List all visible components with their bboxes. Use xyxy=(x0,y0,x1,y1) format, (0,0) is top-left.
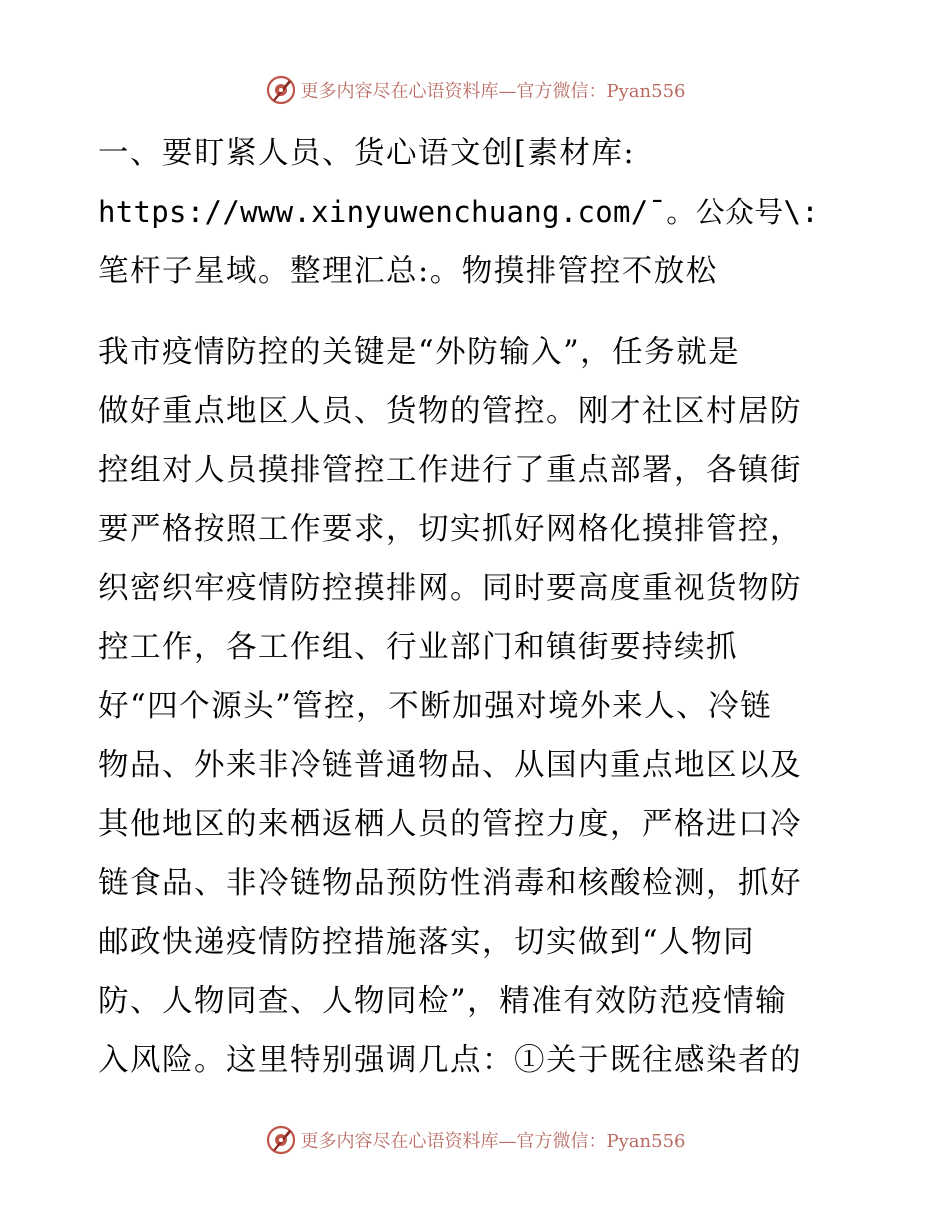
paragraph-line: 入风险。这里特别强调几点：①关于既往感染者的 xyxy=(98,1043,802,1078)
watermark-text: 更多内容尽在心语资料库—官方微信：Pyan556 xyxy=(300,1131,686,1152)
document-body xyxy=(98,124,858,1090)
paragraph-line: 其他地区的来栖返栖人员的管控力度，严格进口冷 xyxy=(98,807,802,842)
quill-logo-icon xyxy=(265,1124,297,1156)
heading-line-3: 笔杆子星域。整理汇总:。物摸排管控不放松 xyxy=(98,254,718,289)
heading-line-1: 一、要盯紧人员、货心语文创[素材库: xyxy=(98,136,636,171)
heading-line-2: https://www.xinyuwenchuang.com/¯。公众号\: xyxy=(98,195,820,229)
paragraph-line: 织密织牢疫情防控摸排网。同时要高度重视货物防 xyxy=(98,571,802,606)
paragraph-line: 邮政快递疫情防控措施落实，切实做到“人物同 xyxy=(98,925,756,960)
paragraph-line: 控工作，各工作组、行业部门和镇街要持续抓 xyxy=(98,630,738,665)
watermark-text: 更多内容尽在心语资料库—官方微信：Pyan556 xyxy=(300,81,686,102)
section-heading xyxy=(98,124,858,301)
paragraph xyxy=(98,323,858,1090)
paragraph-line: 做好重点地区人员、货物的管控。刚才社区村居防 xyxy=(98,394,802,429)
quill-logo-icon xyxy=(265,74,297,106)
watermark-header xyxy=(0,72,950,108)
paragraph-line: 防、人物同查、人物同检”，精准有效防范疫情输 xyxy=(98,984,788,1019)
paragraph-line: 我市疫情防控的关键是“外防输入”，任务就是 xyxy=(98,335,741,370)
paragraph-line: 控组对人员摸排管控工作进行了重点部署，各镇街 xyxy=(98,453,802,488)
watermark-footer xyxy=(0,1122,950,1158)
paragraph-line: 要严格按照工作要求，切实抓好网格化摸排管控， xyxy=(98,512,802,547)
paragraph-gap xyxy=(98,301,858,323)
paragraph-line: 链食品、非冷链物品预防性消毒和核酸检测，抓好 xyxy=(98,866,802,901)
paragraph-line: 物品、外来非冷链普通物品、从国内重点地区以及 xyxy=(98,748,802,783)
paragraph-line: 好“四个源头”管控，不断加强对境外来人、冷链 xyxy=(98,689,773,724)
